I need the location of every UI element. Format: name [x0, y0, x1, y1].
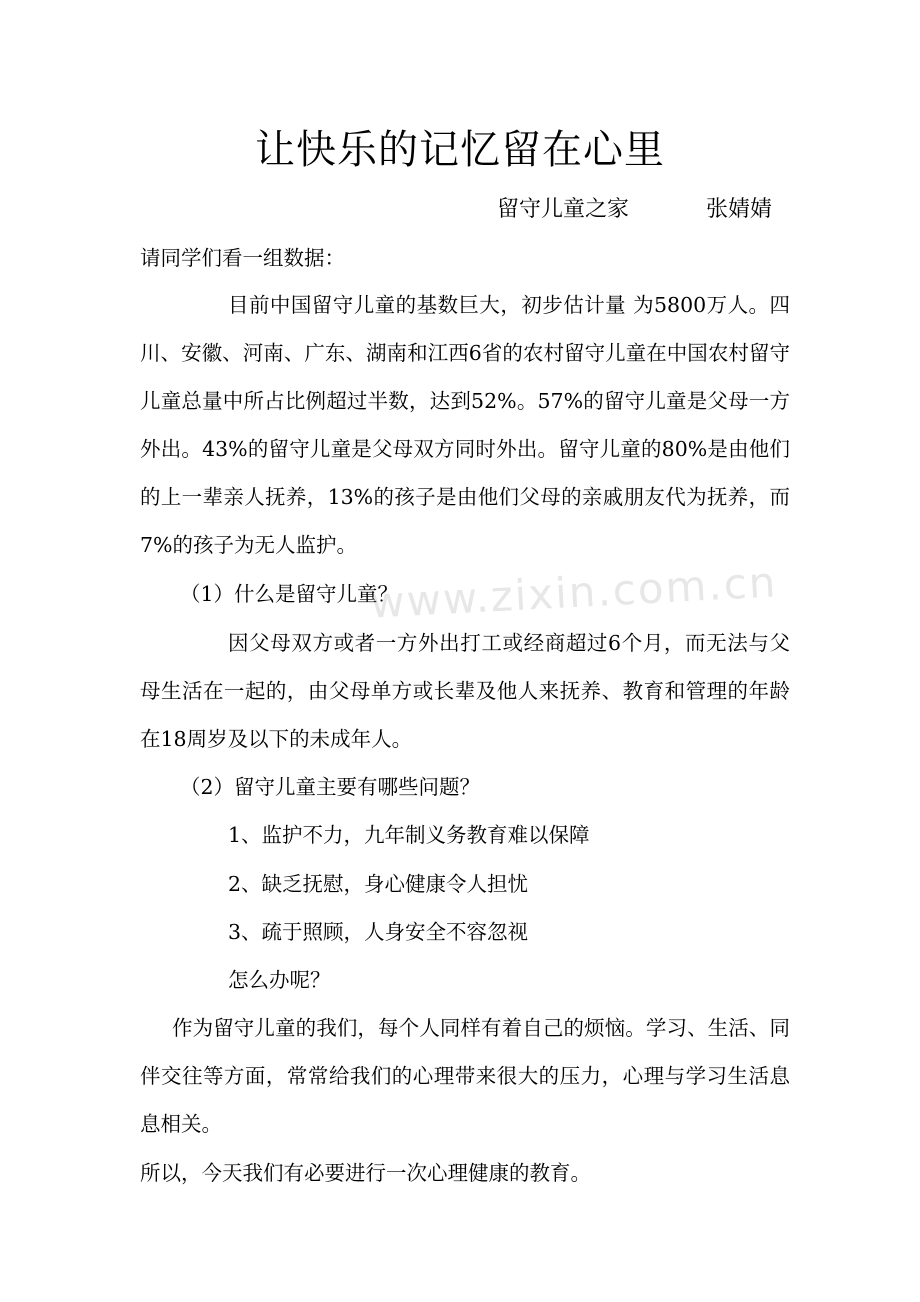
what-to-do-line: 怎么办呢？ — [228, 968, 331, 992]
question-1: （1）什么是留守儿童？ — [180, 582, 399, 606]
problem-item-2: 2、缺乏抚慰，身心健康令人担忧 — [228, 872, 529, 896]
problem-item-3: 3、疏于照顾，人身安全不容忽视 — [228, 920, 529, 944]
closing-paragraph: 作为留守儿童的我们，每个人同样有着自己的烦恼。学习、生活、同伴交往等方面，常常给我们的心理带来很大的压力，心理与学习生活息息相关。 — [140, 1016, 790, 1136]
problem-item-1: 1、监护不力，九年制义务教育难以保障 — [228, 823, 590, 847]
stats-paragraph: 目前中国留守儿童的基数巨大，初步估计量 为5800万人。四川、安徽、河南、广东、湖南和江西6省的农村留守儿童在中国农村留守儿童总量中所占比例超过半数，达到52%。57%的留守儿童是父母一方外出。43%的留守儿童是父母双方同时外出。留守儿童的80%是由他们的上一辈亲人抚养，13%的孩子是由他们父母的亲戚朋友代为抚养，而7%的孩子为无人监护。 — [140, 293, 790, 557]
answer-1-paragraph: 因父母双方或者一方外出打工或经商超过6个月，而无法与父母生活在一起的，由父母单方或长辈及他人来抚养、教育和管理的年龄在18周岁及以下的未成年人。 — [140, 631, 790, 751]
conclusion-line: 所以，今天我们有必要进行一次心理健康的教育。 — [140, 1161, 591, 1185]
author-organization: 留守儿童之家 — [497, 197, 630, 222]
watermark-text: www.zixin.com.cn — [368, 557, 779, 628]
question-2: （2）留守儿童主要有哪些问题？ — [180, 775, 481, 799]
intro-line: 请同学们看一组数据： — [140, 246, 345, 270]
document-title: 让快乐的记忆留在心里 — [255, 127, 665, 173]
author-name: 张婧婧 — [706, 197, 773, 222]
